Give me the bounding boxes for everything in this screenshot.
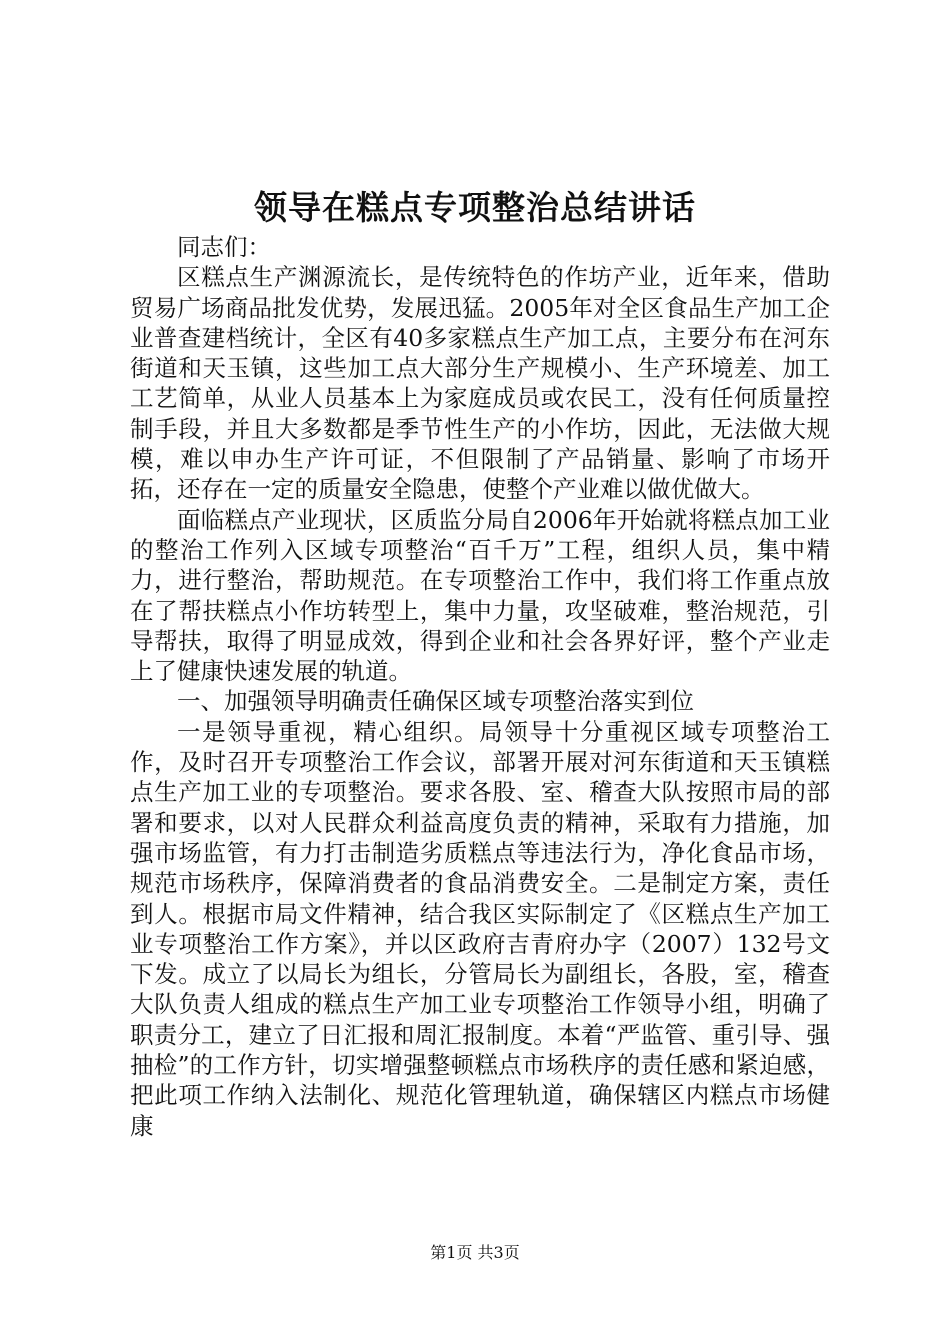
section-heading: 一、加强领导明确责任确保区域专项整治落实到位 [177, 687, 694, 716]
document-body [130, 232, 830, 1141]
document-title: 领导在糕点专项整治总结讲话 [254, 188, 696, 227]
body-paragraph: 面临糕点产业现状，区质监分局自2006年开始就将糕点加工业的整治工作列入区域专项整治“百千万”工程，组织人员，集中精力，进行整治，帮助规范。在专项整治工作中，我们将工作重点放在了帮扶糕点小作坊转型上，集中力量，攻坚破难，整治规范，引导帮扶，取得了明显成效，得到企业和社会各界好评，整个产业走上了健康快速发展的轨道。 [130, 505, 830, 686]
body-paragraph: 区糕点生产渊源流长，是传统特色的作坊产业，近年来，借助贸易广场商品批发优势，发展迅猛。2005年对全区食品生产加工企业普查建档统计，全区有40多家糕点生产加工点，主要分布在河东街道和天玉镇，这些加工点大部分生产规模小、生产环境差、加工工艺简单，从业人员基本上为家庭成员或农民工，没有任何质量控制手段，并且大多数都是季节性生产的小作坊，因此，无法做大规模，难以申办生产许可证，不但限制了产品销量、影响了市场开拓，还存在一定的质量安全隐患，使整个产业难以做优做大。 [130, 263, 830, 504]
body-paragraph: 一是领导重视，精心组织。局领导十分重视区域专项整治工作，及时召开专项整治工作会议，部署开展对河东街道和天玉镇糕点生产加工业的专项整治。要求各股、室、稽查大队按照市局的部署和要求，以对人民群众利益高度负责的精神，采取有力措施，加强市场监管，有力打击制造劣质糕点等违法行为，净化食品市场，规范市场秩序，保障消费者的食品消费安全。二是制定方案，责任到人。根据市局文件精神，结合我区实际制定了《区糕点生产加工业专项整治工作方案》，并以区政府吉青府办字（2007）132号文下发。成立了以局长为组长，分管局长为副组长，各股，室，稽查大队负责人组成的糕点生产加工业专项整治工作领导小组，明确了职责分工，建立了日汇报和周汇报制度。本着“严监管、重引导、强抽检”的工作方针，切实增强整顿糕点市场秩序的责任感和紧迫感，把此项工作纳入法制化、规范化管理轨道，确保辖区内糕点市场健康 [130, 717, 830, 1140]
salutation-paragraph: 同志们： [177, 233, 271, 261]
page-footer: 第1页 共3页 [430, 1243, 520, 1262]
